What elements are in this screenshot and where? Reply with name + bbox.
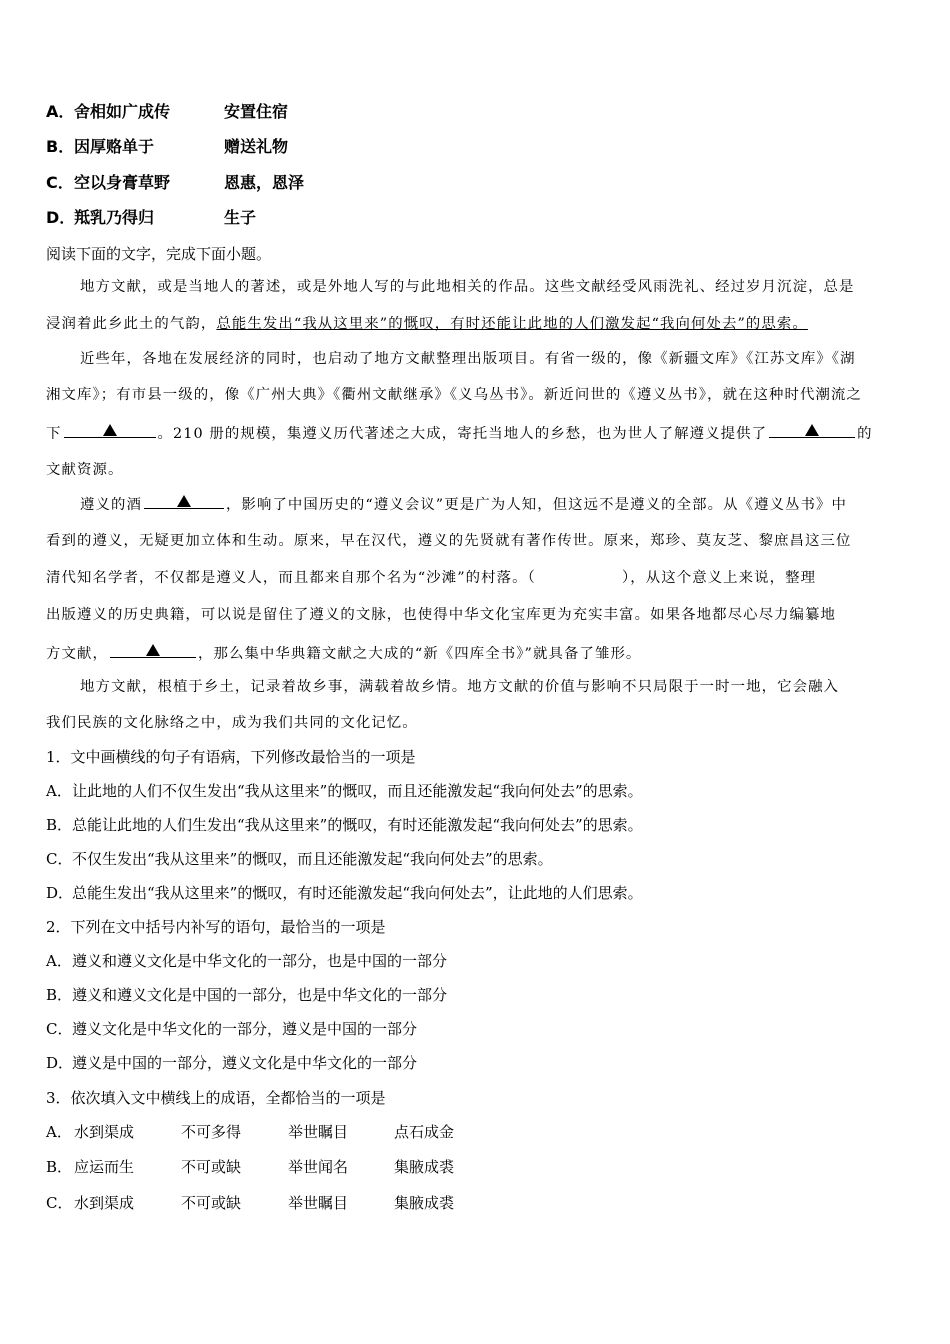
option-label: B． xyxy=(46,816,73,834)
passage-text: 下 xyxy=(46,426,62,442)
option-text: 遵义是中国的一部分，遵义文化是中华文化的一部分 xyxy=(72,1054,418,1072)
option-label: A． xyxy=(46,952,72,970)
option-label: D． xyxy=(46,884,74,902)
option-text: 羝乳乃得归 xyxy=(74,208,155,227)
idiom-3: 举世瞩目 xyxy=(288,1123,349,1141)
passage-text: ，影响了中国历史的“遵义会议”更是广为人知，但这远不是遵义的全部。从《遵义丛书》中 xyxy=(225,497,848,513)
option-a xyxy=(46,101,289,123)
triangle-icon xyxy=(805,424,819,436)
option-text: 遵义和遵义文化是中华文化的一部分，也是中国的一部分 xyxy=(72,952,448,970)
passage-p2-line3 xyxy=(46,422,906,444)
passage-p2-line2: 湘文库》；有市县一级的，像《广州大典》《衢州文献继承》《义乌丛书》。新近问世的《遵义丛书》，就在这种时代潮流之 xyxy=(46,387,862,403)
option-b xyxy=(46,136,289,158)
triangle-icon xyxy=(146,644,160,656)
option-label: A． xyxy=(46,782,72,800)
option-text: 让此地的人们不仅生发出“我从这里来”的慨叹，而且还能激发起“我向何处去”的思索。 xyxy=(72,782,643,800)
question-3-stem: 3．依次填入文中横线上的成语，全都恰当的一项是 xyxy=(46,1089,386,1107)
idiom-1: 水到渠成 xyxy=(74,1194,135,1212)
passage-p4-line2: 我们民族的文化脉络之中，成为我们共同的文化记忆。 xyxy=(46,715,418,731)
passage-p2-line4: 文献资源。 xyxy=(46,462,124,478)
option-meaning: 生子 xyxy=(224,208,257,227)
passage-p2-line1: 近些年，各地在发展经济的同时，也启动了地方文献整理出版项目。有省一级的，像《新疆文库》《江苏文库》《湖 xyxy=(80,351,856,367)
passage-text: 浸润着此乡此土的气韵， xyxy=(46,316,217,332)
passage-text: 的 xyxy=(857,426,873,442)
idiom-1: 水到渠成 xyxy=(74,1123,135,1141)
passage-text: 遵义的酒 xyxy=(80,497,142,513)
idiom-2: 不可或缺 xyxy=(181,1194,242,1212)
question-2-option-a xyxy=(46,950,447,972)
fill-blank-3 xyxy=(144,493,224,509)
question-1-option-c xyxy=(46,848,553,870)
option-label: C． xyxy=(46,1020,73,1038)
question-1-option-b xyxy=(46,814,643,836)
passage-text: 。210 册的规模，集遵义历代著述之大成，寄托当地人的乡愁，也为世人了解遵义提供了 xyxy=(157,426,768,442)
passage-text: ），从这个意义上来说，整理 xyxy=(621,570,817,586)
triangle-icon xyxy=(103,424,117,436)
fill-blank-2 xyxy=(769,422,855,438)
option-text: 总能让此地的人们生发出“我从这里来”的慨叹，有时还能激发起“我向何处去”的思索。 xyxy=(72,816,643,834)
idiom-2: 不可多得 xyxy=(181,1123,242,1141)
question-2-option-b xyxy=(46,984,447,1006)
idiom-3: 举世瞩目 xyxy=(288,1194,349,1212)
passage-p4-line1: 地方文献，根植于乡土，记录着故乡事，满载着故乡情。地方文献的价值与影响不只局限于一时一地，它会融入 xyxy=(80,679,840,695)
option-text: 遵义文化是中华文化的一部分，遵义是中国的一部分 xyxy=(72,1020,418,1038)
option-label: C． xyxy=(46,850,73,868)
option-label: B． xyxy=(46,986,73,1004)
question-1-stem: 1．文中画横线的句子有语病，下列修改最恰当的一项是 xyxy=(46,748,416,766)
option-c xyxy=(46,172,305,194)
option-d xyxy=(46,207,257,229)
option-meaning: 赠送礼物 xyxy=(224,137,289,156)
fill-blank-1 xyxy=(64,422,156,438)
reading-instruction: 阅读下面的文字，完成下面小题。 xyxy=(46,245,272,263)
passage-p3-line4: 出版遵义的历史典籍，可以说是留住了遵义的文脉，也使得中华文化宝库更为充实丰富。如果各地都尽心尽力编纂地 xyxy=(46,607,837,623)
passage-text: 方文献， xyxy=(46,646,108,662)
passage-p3-line2: 看到的遵义，无疑更加立体和生动。原来，早在汉代，遵义的先贤就有著作传世。原来，郑珍、莫友芝、黎庶昌这三位 xyxy=(46,533,852,549)
fill-blank-4 xyxy=(110,642,196,658)
question-1-option-d xyxy=(46,882,643,904)
idiom-4: 集腋成裘 xyxy=(394,1194,455,1212)
option-text: 遵义和遵义文化是中国的一部分，也是中华文化的一部分 xyxy=(72,986,448,1004)
question-1-option-a xyxy=(46,780,643,802)
passage-p3-line3 xyxy=(46,567,906,589)
passage-p1-line2 xyxy=(46,313,906,335)
question-2-stem: 2．下列在文中括号内补写的语句，最恰当的一项是 xyxy=(46,918,386,936)
option-label: A． xyxy=(46,102,75,121)
passage-text: 清代知名学者，不仅都是遵义人，而且都来自那个名为“沙滩”的村落。（ xyxy=(46,570,536,586)
option-label: B． xyxy=(46,137,75,156)
option-meaning: 恩惠，恩泽 xyxy=(224,173,305,192)
idiom-1: 应运而生 xyxy=(74,1158,135,1176)
option-label: B． xyxy=(46,1158,73,1176)
passage-p1-line1: 地方文献，或是当地人的著述，或是外地人写的与此地相关的作品。这些文献经受风雨洗礼、经过岁月沉淀，总是 xyxy=(80,279,855,295)
option-label: D． xyxy=(46,1054,74,1072)
option-text: 总能生发出“我从这里来”的慨叹，有时还能激发起“我向何处去”，让此地的人们思索。 xyxy=(72,884,643,902)
option-text: 因厚赂单于 xyxy=(74,137,155,156)
triangle-icon xyxy=(177,495,191,507)
idiom-4: 点石成金 xyxy=(394,1123,455,1141)
idiom-2: 不可或缺 xyxy=(181,1158,242,1176)
option-text: 舍相如广成传 xyxy=(74,102,171,121)
option-label: C． xyxy=(46,173,74,192)
passage-p3-line5 xyxy=(46,642,906,664)
idiom-4: 集腋成裘 xyxy=(394,1158,455,1176)
passage-text: ，那么集中华典籍文献之大成的“新《四库全书》”就具备了雏形。 xyxy=(197,646,642,662)
underlined-sentence: 总能生发出“我从这里来”的慨叹，有时还能让此地的人们激发起“我向何处去”的思索。 xyxy=(216,316,808,332)
option-text: 不仅生发出“我从这里来”的慨叹，而且还能激发起“我向何处去”的思索。 xyxy=(72,850,553,868)
question-2-option-d xyxy=(46,1052,417,1074)
option-meaning: 安置住宿 xyxy=(224,102,289,121)
option-label: C． xyxy=(46,1194,73,1212)
option-label: A． xyxy=(46,1123,72,1141)
option-text: 空以身膏草野 xyxy=(74,173,171,192)
option-label: D． xyxy=(46,208,76,227)
question-2-option-c xyxy=(46,1018,417,1040)
idiom-3: 举世闻名 xyxy=(288,1158,349,1176)
passage-p3-line1 xyxy=(80,493,906,515)
